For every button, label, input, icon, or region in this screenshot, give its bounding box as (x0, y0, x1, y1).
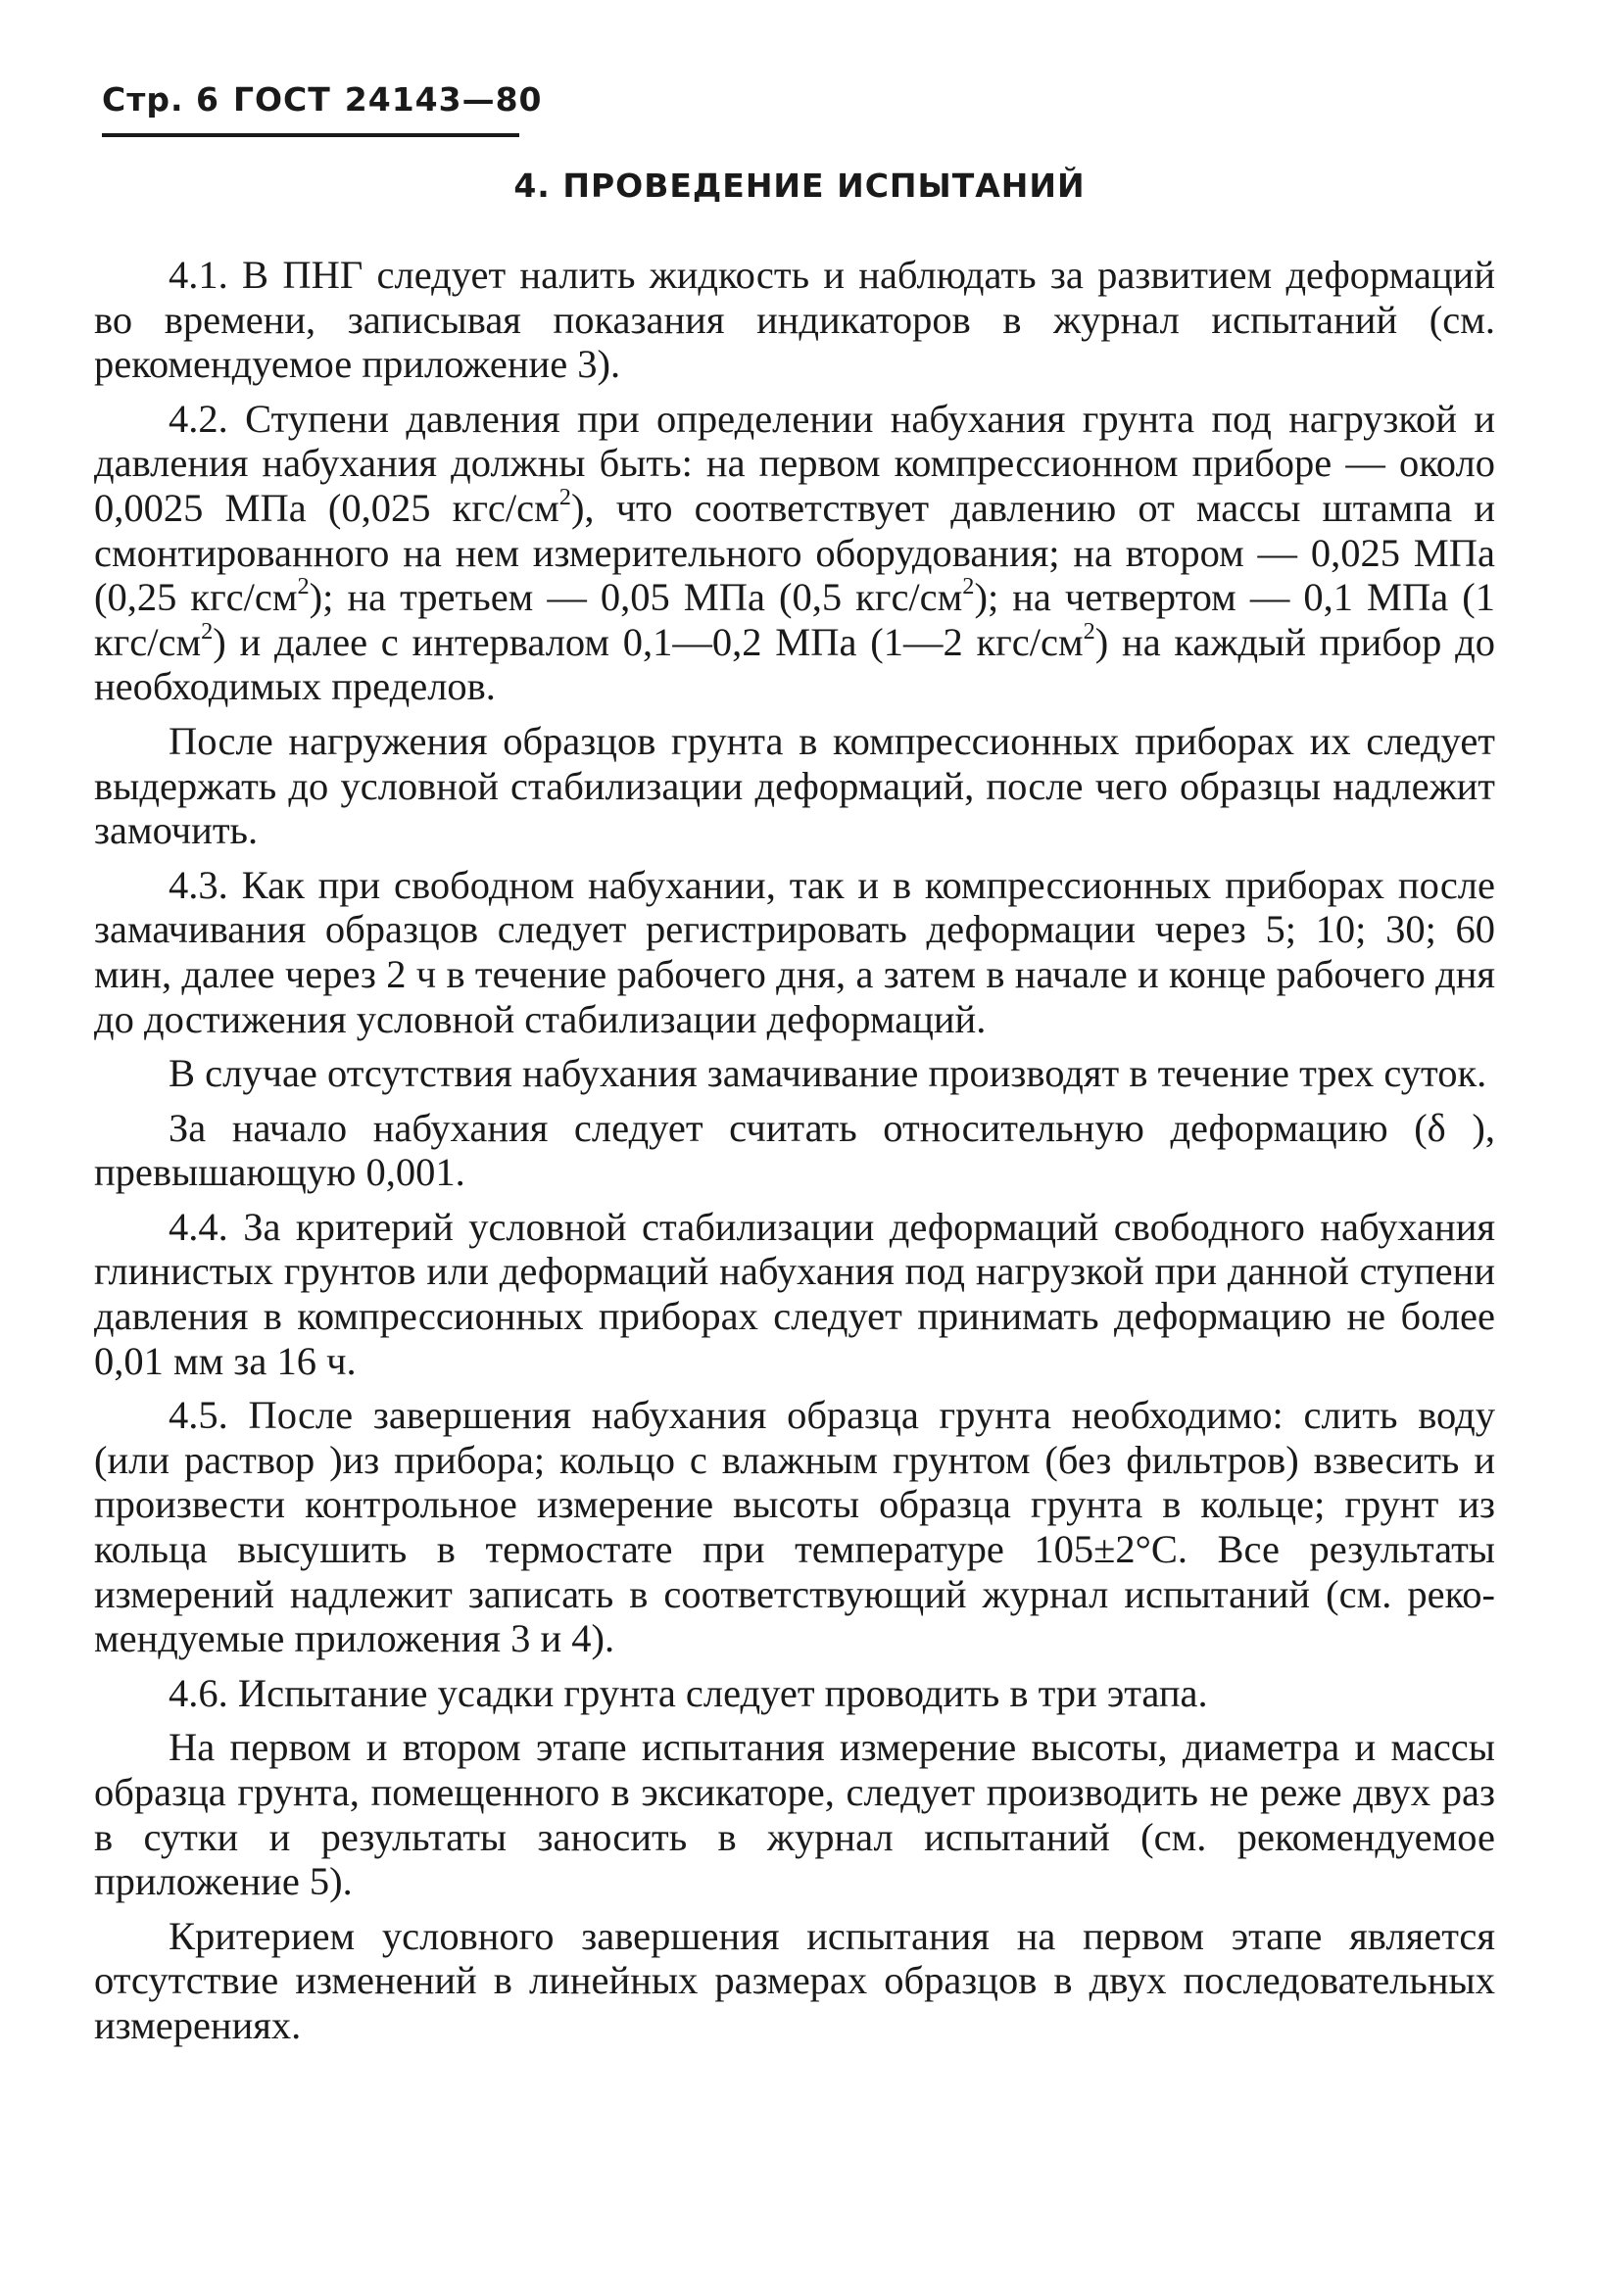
paragraph-4-5: 4.5. После завершения набухания образца грунта необходимо: слить воду (или раствор )из прибора; кольцо с влажным грунтом (без фильтров) взвесить и произвести контрольное измерение высоты образца грунта в кольце; грунт из кольца высушить в термостате при температуре 105±2°С. Все результаты измерений надлежит записать в соответствующий журнал испытаний (см. рекомендуемые приложения 3 и 4). (94, 1393, 1495, 1661)
page-number: Стр. 6 (102, 80, 219, 119)
page-header (102, 80, 557, 119)
paragraph-4-3-swelling-start: За начало набухания следует считать относительную деформацию (δ ), превышающую 0,001. (94, 1105, 1495, 1195)
header-rule (102, 133, 519, 137)
standard-number: 24143—80 (344, 80, 543, 119)
paragraph-4-3-no-swelling: В случае отсутствия набухания замачивание производят в течение трех суток. (169, 1051, 1487, 1096)
paragraph-4-6-stages: На первом и втором этапе испытания измерение высоты, диаметра и массы образца грунта, помещенного в эксикаторе, следует производить не реже двух раз в сутки и результаты заносить в журнал испытаний (см. рекомендуемое приложение 5). (94, 1725, 1495, 1904)
paragraph-4-6: 4.6. Испытание усадки грунта следует проводить в три этапа. (169, 1670, 1208, 1715)
paragraph-4-4: 4.4. За критерий условной стабилизации деформаций свободного набухания глинистых грунтов или деформаций набухания под нагрузкой при данной ступени давления в компрессионных приборах следует принимать деформацию не более 0,01 мм за 16 ч. (94, 1204, 1495, 1383)
paragraph-4-2: 4.2. Ступени давления при определении набухания грунта под нагрузкой и давления набухания должны быть: на первом компрессионном приборе — около 0,0025 МПа (0,025 кгс/$см^2$), что соответствует давлению от массы штампа и смонтированного на нем измерительного оборудования; на втором — 0,025 МПа (0,25 кгс/$см^2$); на третьем — 0,05 МПа (0,5 кгс/$см^2$); на четвертом — 0,1 МПа (1 кгс/$см^2$) и далее с интервалом 0,1—0,2 МПа (1—2 кгс/$см^2$) на каждый прибор до необходимых пределов. (94, 396, 1496, 709)
paragraph-4-1: 4.1. В ПНГ следует налить жидкость и наблюдать за развитием деформаций во времени, записывая показания индикаторов в журнал испытаний (см. рекомендуемое приложение 3). (94, 253, 1495, 387)
paragraph-4-6-criterion: Критерием условного завершения испытания на первом этапе является отсутствие изменений в линейных размерах образцов в двух последовательных измерениях. (94, 1913, 1495, 2047)
body-text (94, 253, 1495, 2058)
paragraph-4-3: 4.3. Как при свободном набухании, так и в компрессионных приборах после замачивания образцов следует регистрировать деформации через 5; 10; 30; 60 мин, далее через 2 ч в течение рабочего дня, а затем в начале и конце рабочего дня до достижения условной стабилизации деформаций. (94, 862, 1495, 1041)
section-title: 4. ПРОВЕДЕНИЕ ИСПЫТАНИЙ (513, 167, 1086, 205)
standard-label: ГОСТ (232, 80, 331, 119)
paragraph-4-2-cont: После нагружения образцов грунта в компрессионных приборах их следует выдержать до условной стабилизации деформаций, после чего образцы надлежит замочить. (94, 718, 1495, 853)
